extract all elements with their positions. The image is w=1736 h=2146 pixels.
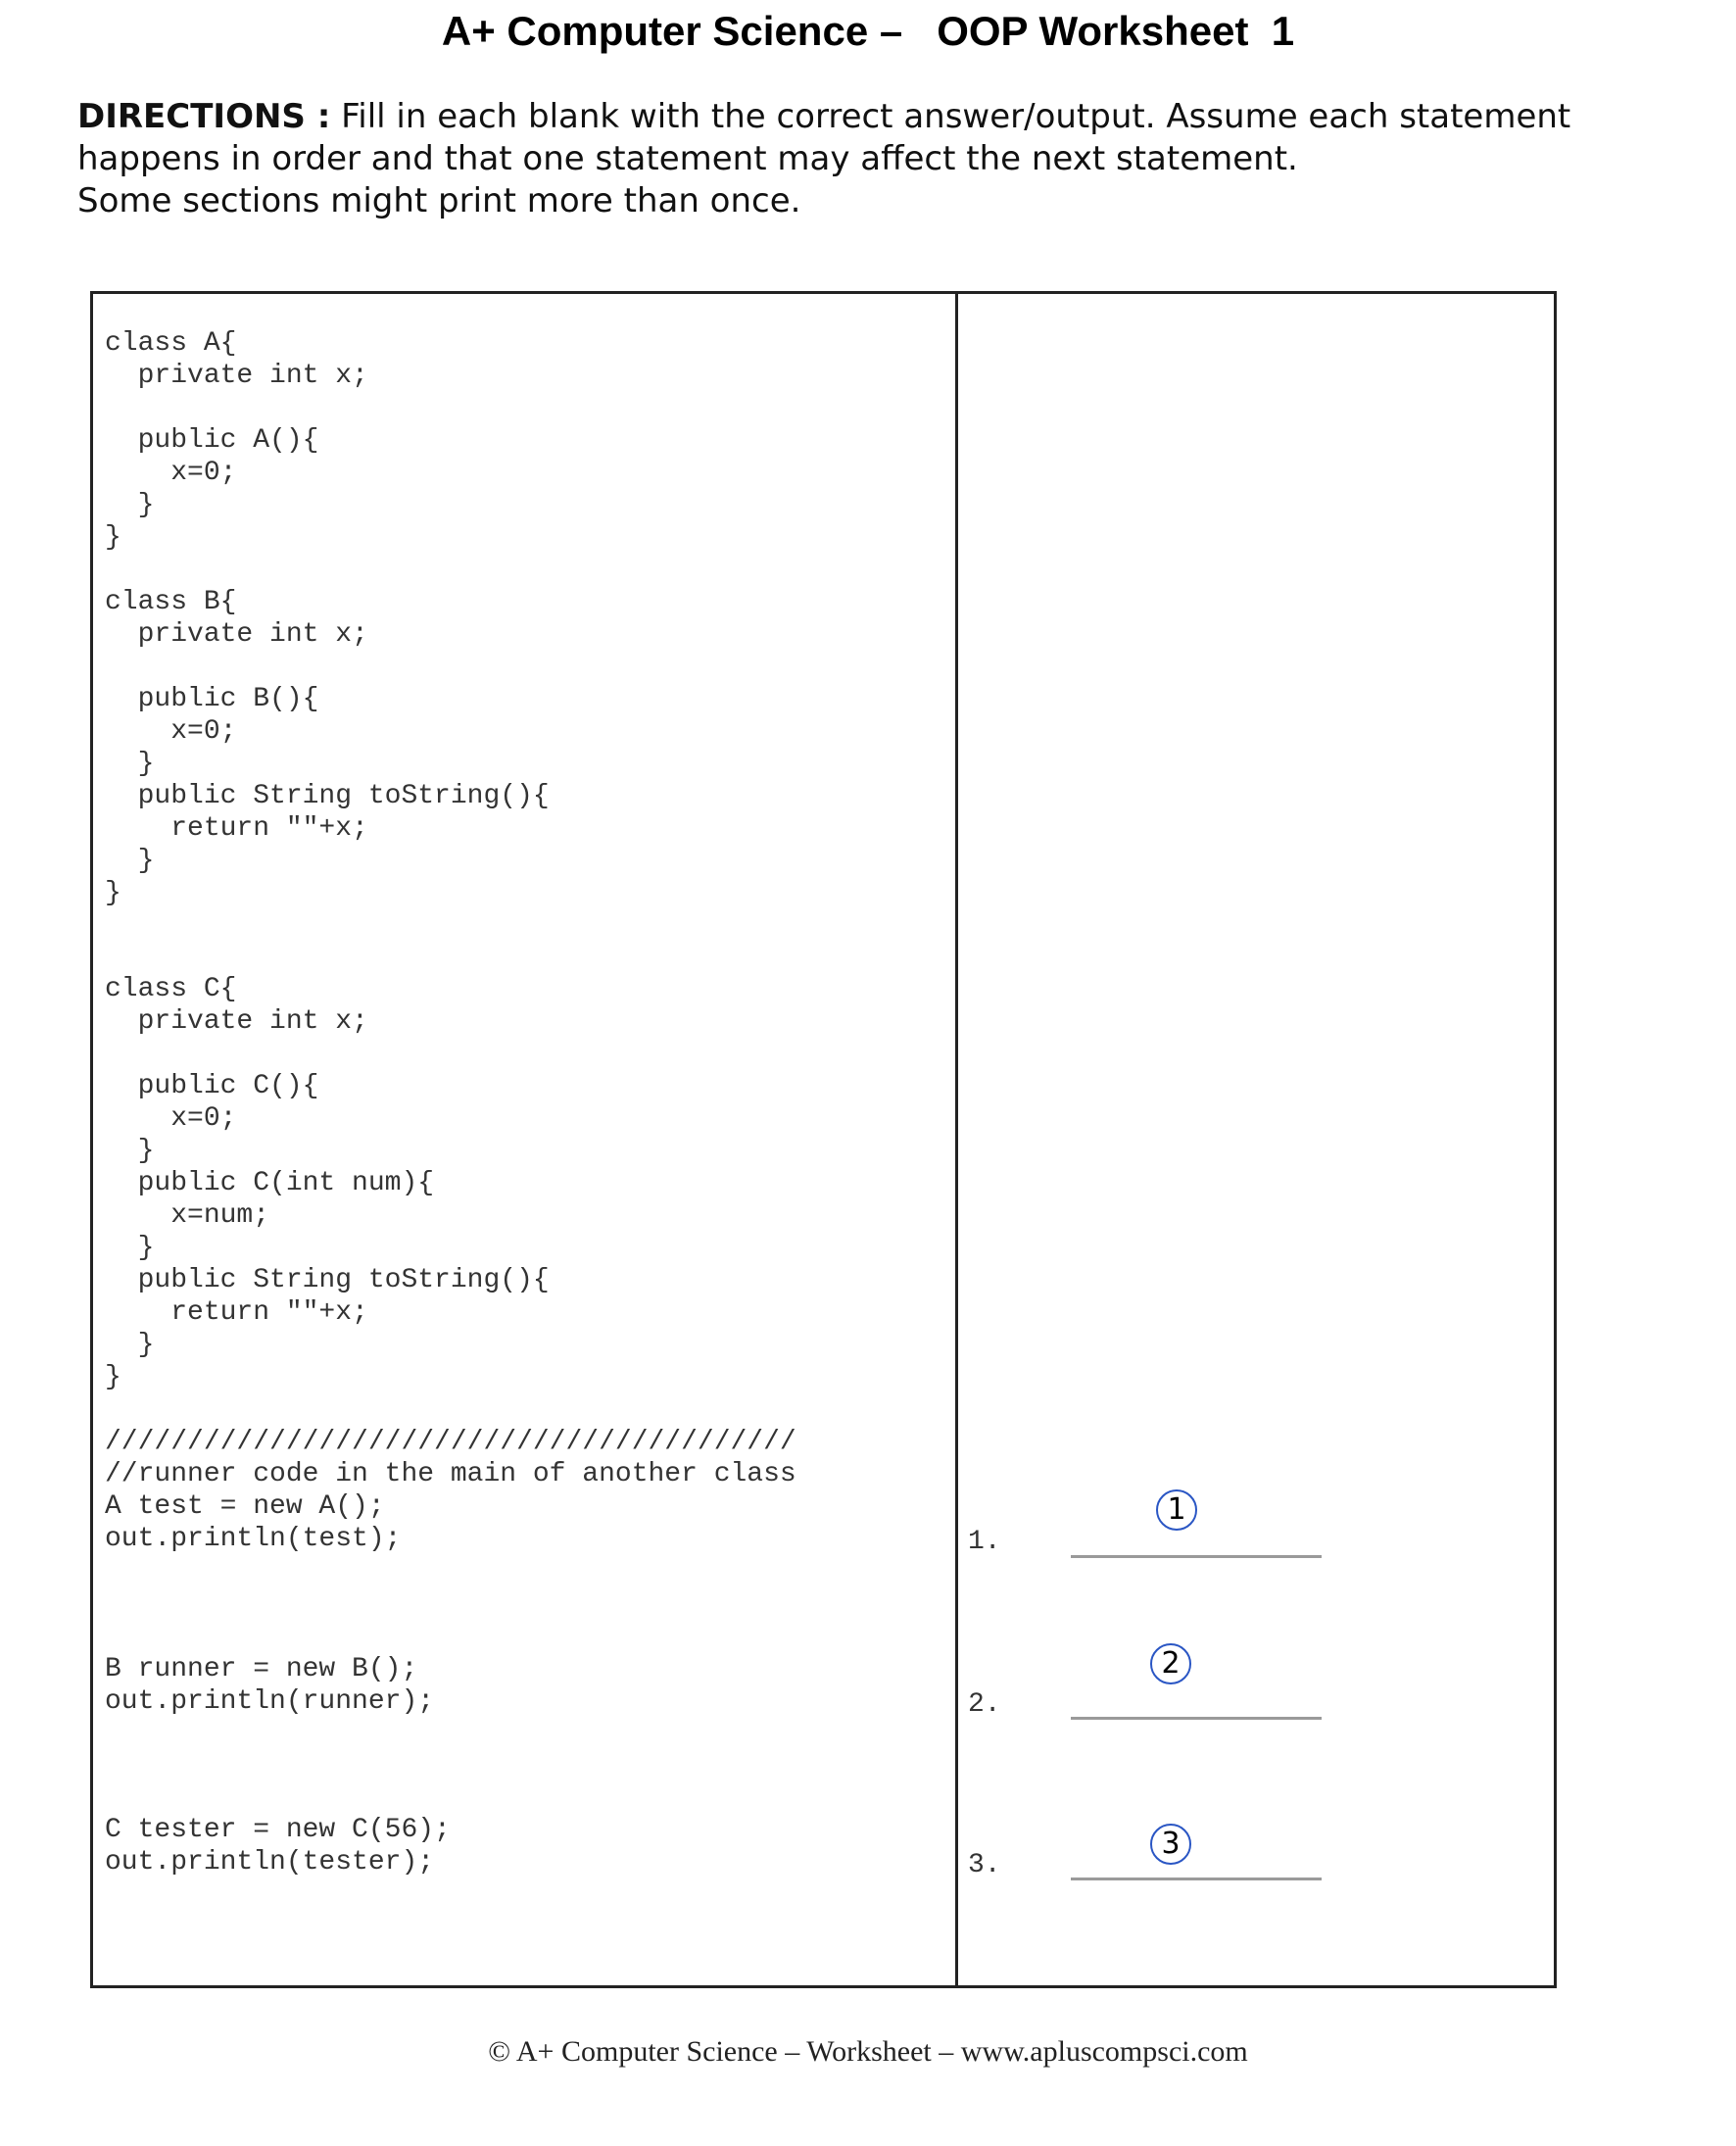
runner-header-code: ////////////////////////////////////////// //runner code in the main of another class [105, 1427, 796, 1489]
answer-marker-3: 3 [1150, 1824, 1191, 1865]
directions-label: DIRECTIONS : [77, 97, 331, 136]
answer-blank-3[interactable] [1071, 1878, 1322, 1880]
answer-blank-2[interactable] [1071, 1717, 1322, 1720]
column-divider [955, 294, 958, 1985]
footer-copyright: © A+ Computer Science – Worksheet – www.apluscompsci.com [488, 2035, 1248, 2068]
runner-block-3: C tester = new C(56); out.println(tester); [105, 1815, 451, 1878]
runner-block-2: B runner = new B(); out.println(runner); [105, 1654, 435, 1717]
class-b-code: class B{ private int x; public B(){ x=0; } public String toString(){ return ""+x; } } [105, 587, 550, 908]
runner-block-1: A test = new A(); out.println(test); [105, 1491, 402, 1554]
directions [77, 96, 1664, 222]
directions-note: Some sections might print more than once. [77, 181, 801, 220]
page-title: A+ Computer Science – OOP Worksheet 1 [441, 8, 1295, 54]
answer-number-1: 1. [968, 1527, 1001, 1557]
directions-text: Fill in each blank with the correct answer/output. Assume each statement happens in order and that one statement may affect the next statement. [77, 97, 1571, 178]
answer-number-2: 2. [968, 1689, 1001, 1720]
answer-marker-1: 1 [1156, 1489, 1197, 1531]
answer-blank-1[interactable] [1071, 1555, 1322, 1558]
class-c-code: class C{ private int x; public C(){ x=0; } public C(int num){ x=num; } public String toString(){ return ""+x; } } [105, 974, 550, 1392]
answer-marker-2: 2 [1150, 1643, 1191, 1684]
answer-number-3: 3. [968, 1850, 1001, 1880]
class-a-code: class A{ private int x; public A(){ x=0; } } [105, 328, 368, 553]
